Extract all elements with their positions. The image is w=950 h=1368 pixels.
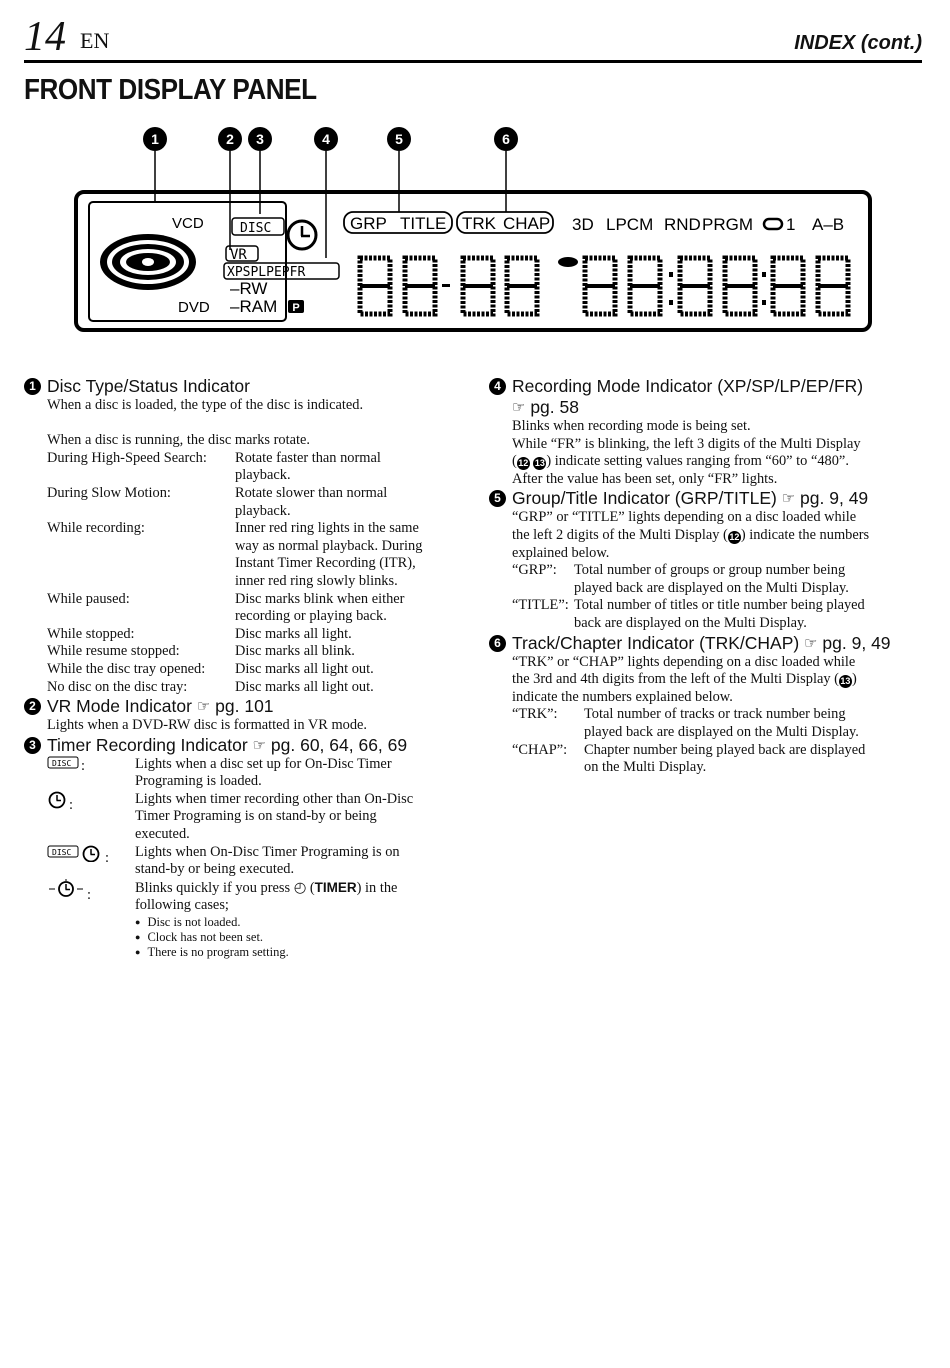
text: the left 2 digits of the Multi Display ( <box>512 526 728 543</box>
blinking-clock-icon <box>47 879 87 899</box>
dvd-label: DVD <box>178 299 210 316</box>
pointing-hand-icon: ☞ <box>512 398 526 416</box>
pointing-hand-icon: ☞ <box>196 697 211 716</box>
status-row <box>47 679 464 697</box>
text: : <box>81 757 85 774</box>
text: While “FR” is blinking, the left 3 digits of the Multi Display <box>512 435 861 452</box>
text: executed. <box>135 826 190 843</box>
text: Lights when On-Disc Timer Programing is on <box>135 843 400 860</box>
text: Total number of tracks or track number being <box>584 706 846 723</box>
section-title: INDEX (cont.) <box>794 32 922 54</box>
callout-6: 6 <box>502 131 510 147</box>
section-track-chapter <box>489 633 929 777</box>
text: Rotate slower than normal <box>235 484 388 501</box>
timer-button-label: TIMER <box>314 879 357 895</box>
number-badge: 3 <box>24 737 41 754</box>
text: Chapter number being played back are displayed <box>584 741 866 758</box>
rnd-label: RND <box>664 215 701 234</box>
colon-dot <box>669 272 673 277</box>
front-display-diagram <box>70 122 880 334</box>
section-heading: Disc Type/Status Indicator <box>47 376 250 396</box>
text: on the Multi Display. <box>584 759 707 776</box>
text: ) <box>851 671 857 688</box>
page-ref-link[interactable]: pg. 58 <box>530 397 579 417</box>
text: During Slow Motion: <box>47 484 171 501</box>
status-row <box>47 520 464 590</box>
status-row <box>47 661 464 679</box>
text: Inner red ring lights in the same <box>235 520 419 537</box>
text: playback. <box>235 467 291 484</box>
text: Total number of groups or group number being <box>574 562 846 579</box>
grp-label: GRP <box>350 214 387 233</box>
number-badge-12: 12 <box>728 531 741 544</box>
multi-display <box>360 258 848 314</box>
list-item: ● Clock has not been set. <box>135 930 464 945</box>
chap-label: CHAP <box>503 214 551 233</box>
text: While paused: <box>47 590 130 607</box>
pointing-hand-icon: ☞ <box>781 489 796 508</box>
text: Disc marks all blink. <box>235 643 355 660</box>
paragraph: When a disc is running, the disc marks rotate. <box>47 432 310 449</box>
dash <box>442 284 450 287</box>
colon-dot <box>669 300 673 305</box>
text: Programing is loaded. <box>135 773 262 790</box>
text: playback. <box>235 502 291 519</box>
text: back are displayed on the Multi Display. <box>574 614 807 631</box>
text: Disc marks blink when either <box>235 590 405 607</box>
number-badge: 2 <box>24 698 41 715</box>
text: : <box>69 796 73 813</box>
number-badge: 4 <box>489 378 506 395</box>
text: “GRP”: <box>512 562 557 579</box>
page-title: FRONT DISPLAY PANEL <box>24 74 317 106</box>
text: Disc marks all light. <box>235 625 352 642</box>
text: played back are displayed on the Multi Display. <box>584 723 859 740</box>
text: While resume stopped: <box>47 643 180 660</box>
text: After the value has been set, only “FR” lights. <box>512 470 778 487</box>
status-row <box>47 450 464 485</box>
text: Lights when a disc set up for On-Disc Timer <box>135 755 392 772</box>
callout-1: 1 <box>151 131 159 147</box>
section-heading: Track/Chapter Indicator (TRK/CHAP) <box>512 632 800 653</box>
title-label: TITLE <box>400 214 447 233</box>
prgm-label: PRGM <box>702 215 753 234</box>
ab-label: A–B <box>812 215 845 234</box>
text: Blinks when recording mode is being set. <box>512 418 751 434</box>
pointing-hand-icon: ☞ <box>804 633 818 652</box>
paragraph: Lights when a DVD-RW disc is formatted in VR mode. <box>47 717 368 734</box>
repeat-icon <box>764 219 782 229</box>
text: stand-by or being executed. <box>135 861 295 878</box>
rec-mode-label: XPSPLPEPFR <box>227 265 306 280</box>
text: “GRP” or “TITLE” lights depending on a disc loaded while <box>512 509 857 526</box>
text: While stopped: <box>47 625 135 642</box>
page-ref-link[interactable]: pg. 9, 49 <box>822 632 891 653</box>
text: inner red ring slowly blinks. <box>235 572 398 589</box>
page-ref-link[interactable]: pg. 60, 64, 66, 69 <box>270 734 408 755</box>
svg-text:DISC: DISC <box>52 847 72 857</box>
text: Blinks quickly if you press <box>135 879 291 896</box>
list-item: ● There is no program setting. <box>135 945 464 960</box>
disc-timer-label: DISC <box>240 221 272 236</box>
text: Total number of titles or title number being played <box>574 597 865 614</box>
text: ) in the <box>356 879 398 896</box>
text: Rotate faster than normal <box>235 449 381 466</box>
text: “CHAP”: <box>512 741 568 758</box>
text: While the disc tray opened: <box>47 660 206 677</box>
text: Disc marks all light out. <box>235 660 374 677</box>
section-disc-type <box>24 376 464 696</box>
section-recording-mode <box>489 376 929 488</box>
repeat-label: 1 <box>786 215 796 234</box>
pointing-hand-icon: ☞ <box>252 735 267 754</box>
left-column <box>24 376 464 960</box>
bullet-list <box>47 915 464 960</box>
disc-clock-icon <box>47 844 105 862</box>
text: ( <box>512 453 517 470</box>
number-badge: 1 <box>24 378 41 395</box>
section-vr-mode <box>24 696 464 735</box>
text: Timer Programing is on stand-by or being <box>135 808 377 825</box>
3d-label: 3D <box>572 215 594 234</box>
page-ref-link[interactable]: pg. 101 <box>215 696 274 717</box>
clock-icon <box>47 791 69 809</box>
page-ref-link[interactable]: pg. 9, 49 <box>800 488 869 509</box>
vcd-label: VCD <box>172 215 204 232</box>
colon-dot <box>762 272 766 277</box>
text: recording or playing back. <box>235 608 387 625</box>
rw-label: –RW <box>230 279 268 298</box>
text: “TRK” or “CHAP” lights depending on a disc loaded while <box>512 653 856 670</box>
section-heading: Recording Mode Indicator (XP/SP/LP/EP/FR) <box>512 376 864 396</box>
callout-5: 5 <box>395 131 403 147</box>
list-item: ● Disc is not loaded. <box>135 915 464 930</box>
page-header <box>24 14 922 63</box>
callout-3: 3 <box>256 131 264 147</box>
section-heading: Timer Recording Indicator <box>47 734 248 755</box>
status-row <box>47 626 464 644</box>
number-badge: 6 <box>489 635 506 652</box>
right-column <box>489 376 929 777</box>
text: Lights when timer recording other than On-Disc <box>135 790 414 807</box>
status-row <box>47 643 464 661</box>
text: “TRK”: <box>512 706 558 723</box>
status-row <box>47 485 464 520</box>
paragraph: When a disc is loaded, the type of the disc is indicated. <box>47 397 364 413</box>
clock-icon <box>288 221 316 249</box>
text: ) indicate setting values ranging from “60” to “480”. <box>546 453 849 470</box>
text: No disc on the disc tray: <box>47 678 188 695</box>
text: Instant Timer Recording (ITR), <box>235 555 416 572</box>
section-heading: Group/Title Indicator (GRP/TITLE) <box>512 488 777 509</box>
text: indicate the numbers explained below. <box>512 688 733 705</box>
p-label: P <box>292 302 300 314</box>
text: “TITLE”: <box>512 597 569 614</box>
timer-icon: ◴ <box>293 879 307 896</box>
text: Disc marks all light out. <box>235 678 374 695</box>
text: the 3rd and 4th digits from the left of the Multi Display ( <box>512 671 839 688</box>
svg-text:DISC: DISC <box>52 758 72 768</box>
lpcm-label: LPCM <box>606 215 654 234</box>
text: ) indicate the numbers <box>740 526 870 543</box>
ram-label: –RAM <box>230 297 278 316</box>
number-badge-13: 13 <box>533 457 546 470</box>
text: played back are displayed on the Multi Display. <box>574 579 849 596</box>
disc-icon <box>100 234 196 290</box>
section-timer-recording: 3 Timer Recording Indicator ☞ pg. 60, 64, 66, 69 DISC : Lights when a disc set up for On-Disc Timer Programing is loaded. : Lights when timer recording other than On-Disc Timer Programing is on stand-by or being executed. DISC : Lights when On-Disc Timer Programing is on stand-by or being executed. : Blinks quickly if you press ◴ (TIMER) in the following cases; ● Disc is not loaded. ● Clock has not been set. ● There is no program setting. <box>24 735 464 960</box>
text: : <box>105 849 109 866</box>
vr-label: VR <box>230 247 247 263</box>
callout-2: 2 <box>226 131 234 147</box>
section-group-title <box>489 488 929 632</box>
text: way as normal playback. During <box>235 537 423 554</box>
number-badge: 5 <box>489 490 506 507</box>
text: While recording: <box>47 520 145 537</box>
callout-4: 4 <box>322 131 330 147</box>
page-number: 14 <box>24 14 66 60</box>
disc-box-icon <box>47 756 81 770</box>
disc-mark-icon <box>558 257 578 267</box>
number-badge-13: 13 <box>839 675 852 688</box>
text: following cases; <box>135 897 229 914</box>
status-row <box>47 591 464 626</box>
number-badge-12: 12 <box>517 457 530 470</box>
text: During High-Speed Search: <box>47 449 207 466</box>
language-code: EN <box>80 28 110 53</box>
trk-label: TRK <box>462 214 496 233</box>
section-heading: VR Mode Indicator <box>47 696 192 717</box>
callout-markers <box>143 127 518 151</box>
colon-dot <box>762 300 766 305</box>
text: explained below. <box>512 544 610 561</box>
